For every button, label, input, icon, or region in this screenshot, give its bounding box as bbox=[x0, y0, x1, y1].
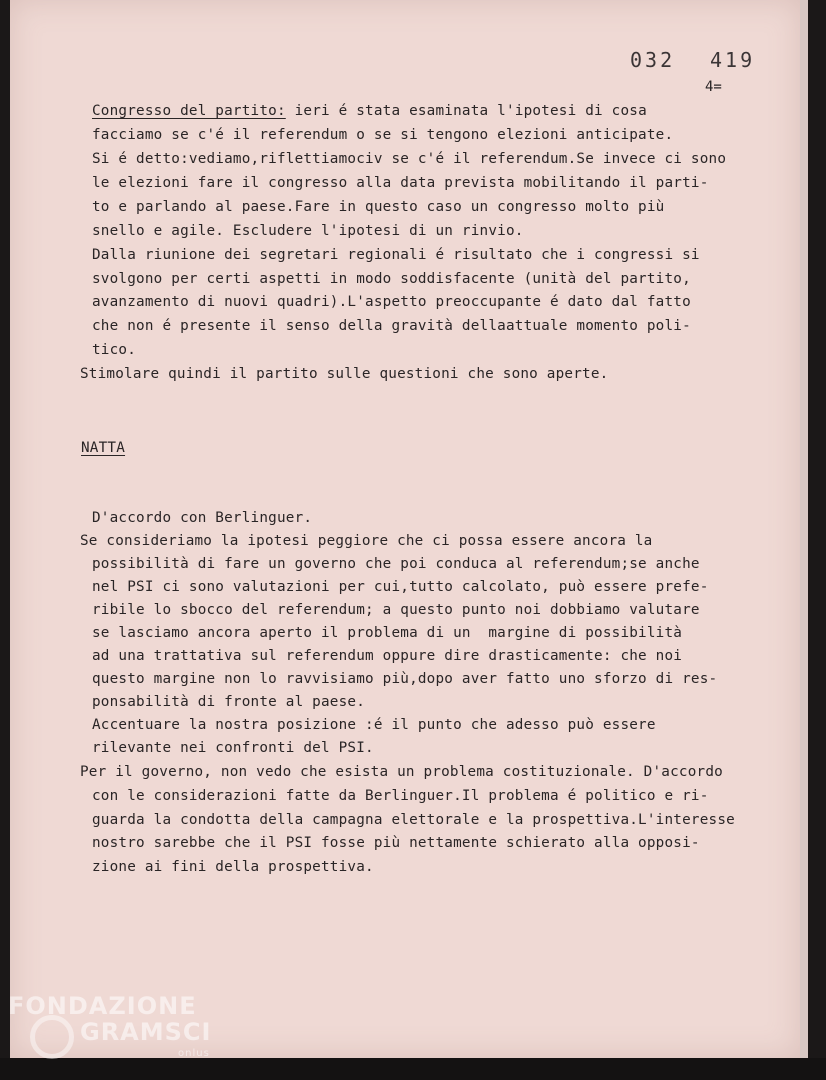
text-line: le elezioni fare il congresso alla data prevista mobilitando il parti- bbox=[92, 175, 709, 191]
text-line: Accentuare la nostra posizione :é il punto che adesso può essere bbox=[92, 717, 656, 733]
text-line: questo margine non lo ravvisiamo più,dopo aver fatto uno sforzo di res- bbox=[92, 671, 718, 687]
archive-ref-right: 419 bbox=[710, 48, 756, 72]
text-line: svolgono per certi aspetti in modo soddisfacente (unità del partito, bbox=[92, 271, 691, 287]
text-line: D'accordo con Berlinguer. bbox=[92, 510, 313, 526]
watermark-line2: GRAMSCI bbox=[80, 1018, 212, 1046]
text-line: facciamo se c'é il referendum o se si tengono elezioni anticipate. bbox=[92, 127, 674, 143]
page-edge bbox=[800, 0, 808, 1058]
text-line: ribile lo sbocco del referendum; a questo punto noi dobbiamo valutare bbox=[92, 602, 700, 618]
text-line: zione ai fini della prospettiva. bbox=[92, 859, 374, 875]
text-line: ad una trattativa sul referendum oppure dire drasticamente: che noi bbox=[92, 648, 683, 664]
text-line: nostro sarebbe che il PSI fosse più nettamente schierato alla opposi- bbox=[92, 835, 700, 851]
text-line: Stimolare quindi il partito sulle questioni che sono aperte. bbox=[80, 366, 609, 382]
scan-border bbox=[0, 1058, 826, 1080]
watermark-logo-icon bbox=[30, 1015, 74, 1059]
text-line: guarda la condotta della campagna elettorale e la prospettiva.L'interesse bbox=[92, 812, 735, 828]
watermark-line1: FONDAZIONE bbox=[8, 992, 197, 1020]
text-line: Dalla riunione dei segretari regionali é risultato che i congressi si bbox=[92, 247, 700, 263]
speaker-heading: NATTA bbox=[81, 440, 126, 456]
text-line: Per il governo, non vedo che esista un problema costituzionale. D'accordo bbox=[80, 764, 723, 780]
watermark-suffix: onlus bbox=[178, 1048, 210, 1059]
page-number: 4= bbox=[705, 79, 722, 95]
text-line: ponsabilità di fronte al paese. bbox=[92, 694, 366, 710]
section1-first-line: Congresso del partito: ieri é stata esaminata l'ipotesi di cosa bbox=[92, 103, 647, 119]
text-line: rilevante nei confronti del PSI. bbox=[92, 740, 374, 756]
text-line: nel PSI ci sono valutazioni per cui,tutto calcolato, può essere prefe- bbox=[92, 579, 709, 595]
text-line: avanzamento di nuovi quadri).L'aspetto preoccupante é dato dal fatto bbox=[92, 294, 691, 310]
text-line: possibilità di fare un governo che poi conduca al referendum;se anche bbox=[92, 556, 700, 572]
text-line: tico. bbox=[92, 342, 137, 358]
text-line: to e parlando al paese.Fare in questo caso un congresso molto più bbox=[92, 199, 665, 215]
section1-heading: Congresso del partito: bbox=[92, 103, 286, 119]
text-line: Si é detto:vediamo,riflettiamociv se c'é il referendum.Se invece ci sono bbox=[92, 151, 727, 167]
text-line: se lasciamo ancora aperto il problema di un margine di possibilità bbox=[92, 625, 683, 641]
text-line: snello e agile. Escludere l'ipotesi di un rinvio. bbox=[92, 223, 524, 239]
archive-ref-left: 032 bbox=[630, 48, 676, 72]
text-line: Se consideriamo la ipotesi peggiore che ci possa essere ancora la bbox=[80, 533, 653, 549]
text-line: che non é presente il senso della gravità dellaattuale momento poli- bbox=[92, 318, 691, 334]
text-line: con le considerazioni fatte da Berlinguer.Il problema é politico e ri- bbox=[92, 788, 709, 804]
